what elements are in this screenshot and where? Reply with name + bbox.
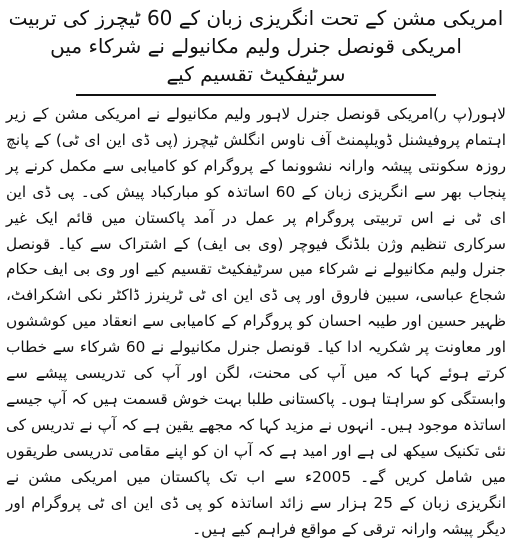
subheadline: امریکی قونصل جنرل ولیم مکانیولے نے شرکاء میں سرٹیفکیٹ تقسیم کیے <box>50 34 462 86</box>
article-body: لاہور(پ ر)امریکی قونصل جنرل لاہور ولیم مکانیولے نے امریکی مشن کے زیر اہتمام پروفیشنل ڈویلپمنٹ آف ناوس انگلش ٹیچرز (پی ڈی این ای ٹی) کے پانچ روزہ سکونتی پیشہ وارانہ نشوونما کے پروگرام کو کامیابی سے مکمل کرنے پر پنجاب بھر سے انگریزی زبان کے 60 اساتذہ کو مبارکباد پیش کی۔ پی ڈی این ای ٹی نے اس تربیتی پروگرام پر عمل در آمد پاکستان میں قائم ایک غیر سرکاری تنظیم وژن بلڈنگ فیوچر (وی بی ایف) کے اشتراک سے کیا۔ قونصل جنرل ولیم مکانیولے نے شرکاء میں سرٹیفکیٹ تقسیم کیے اور وی بی ایف حکام شجاع عباسی، سبین فاروق اور پی ڈی این ای ٹی ٹرینرز ڈاکٹر نکی اشکرافٹ، ظہیر حسین اور طیبہ احسان کو پروگرام کے کامیابی سے انعقاد میں کوششوں اور معاونت پر شکریہ ادا کیا۔ قونصل جنرل مکانیولے نے 60 شرکاء سے خطاب کرتے ہوئے کہا کہ میں آپ کی محنت، لگن اور آپ کی تدریسی پیشے سے وابستگی کو سراہتا ہوں۔ پاکستانی طلبا بہت خوش قسمت ہیں کہ آپ جیسے اساتذہ موجود ہیں۔ انہوں نے مزید کہا کہ مجھے یقین ہے کہ آپ نے تدریس کی نئی تکنیک سیکھ لی ہے اور امید ہے کہ آپ ان کو اپنے مقامی تدریسی طریقوں میں شامل کریں گے۔ 2005ء سے اب تک پاکستان میں امریکی مشن نے انگریزی زبان کے 25 ہزار سے زائد اساتذہ کو پی ڈی این ای ٹی پروگرام اور دیگر پیشہ وارانہ ترقی کے مواقع فراہم کیے ہیں۔ <box>6 105 507 538</box>
divider <box>76 94 436 96</box>
headline: امریکی مشن کے تحت انگریزی زبان کے 60 ٹیچرز کی تربیت <box>8 6 504 30</box>
